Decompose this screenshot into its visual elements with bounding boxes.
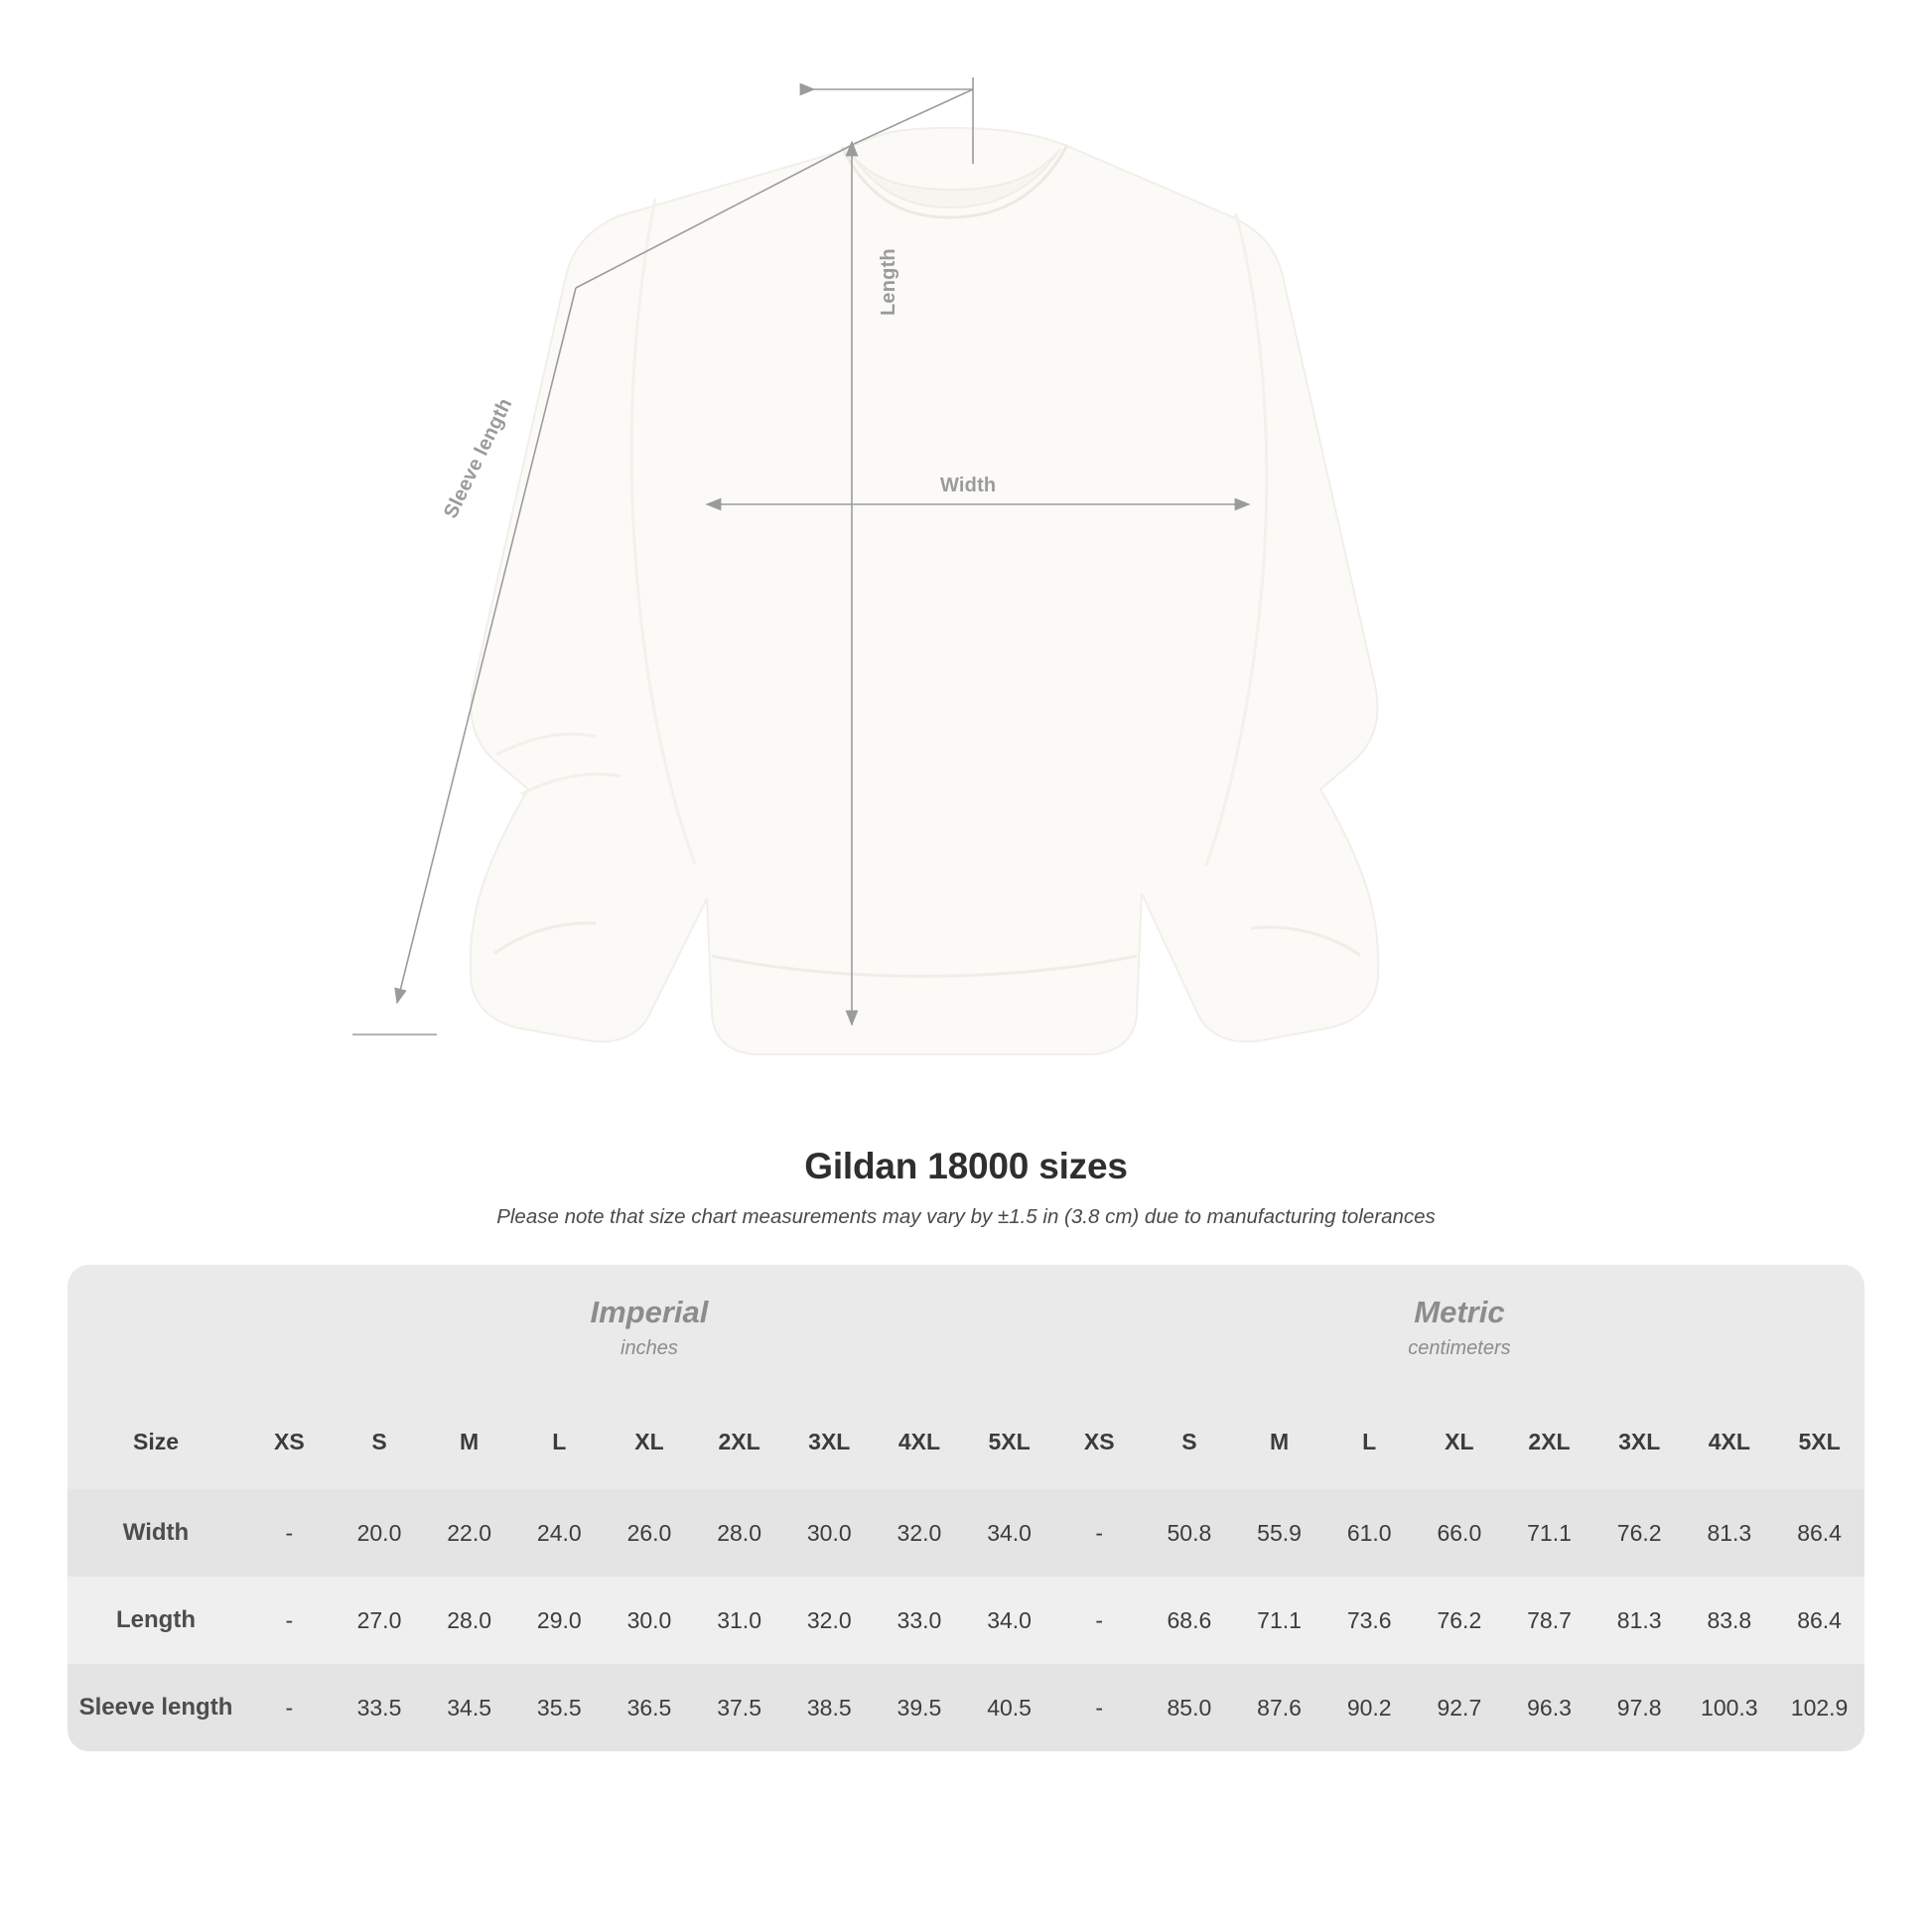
- header-cell-metric-xs: XS: [1054, 1394, 1145, 1489]
- unit-row-spacer: [68, 1265, 244, 1394]
- cell-sleeve-imperial-5xl: 40.5: [964, 1664, 1054, 1751]
- cell-sleeve-metric-xl: 92.7: [1415, 1664, 1505, 1751]
- title-block: [0, 1146, 1932, 1229]
- cell-length-imperial-5xl: 34.0: [964, 1577, 1054, 1664]
- cell-length-imperial-4xl: 33.0: [875, 1577, 965, 1664]
- cell-length-imperial-3xl: 32.0: [784, 1577, 875, 1664]
- header-cell-metric-5xl: 5XL: [1774, 1394, 1864, 1489]
- width-dimension-label: Width: [940, 475, 997, 496]
- cell-width-metric-4xl: 81.3: [1685, 1489, 1775, 1577]
- cell-sleeve-metric-l: 90.2: [1324, 1664, 1415, 1751]
- row-label-length: Length: [68, 1577, 244, 1664]
- length-dimension-label: Length: [878, 248, 899, 316]
- cell-width-metric-xl: 66.0: [1415, 1489, 1505, 1577]
- header-cell-metric-2xl: 2XL: [1504, 1394, 1594, 1489]
- cell-length-imperial-xl: 30.0: [605, 1577, 695, 1664]
- row-label-width: Width: [68, 1489, 244, 1577]
- cell-length-metric-l: 73.6: [1324, 1577, 1415, 1664]
- cell-width-imperial-l: 24.0: [514, 1489, 605, 1577]
- cell-length-metric-xl: 76.2: [1415, 1577, 1505, 1664]
- cell-length-imperial-2xl: 31.0: [694, 1577, 784, 1664]
- cell-length-imperial-s: 27.0: [335, 1577, 425, 1664]
- cell-width-imperial-2xl: 28.0: [694, 1489, 784, 1577]
- cell-sleeve-imperial-xl: 36.5: [605, 1664, 695, 1751]
- cell-sleeve-metric-m: 87.6: [1234, 1664, 1324, 1751]
- cell-sleeve-metric-3xl: 97.8: [1594, 1664, 1685, 1751]
- imperial-unit-name: Imperial: [590, 1294, 709, 1329]
- cell-sleeve-metric-5xl: 102.9: [1774, 1664, 1864, 1751]
- size-label-cell: Size: [68, 1394, 244, 1489]
- cell-sleeve-imperial-xs: -: [244, 1664, 335, 1751]
- cell-width-metric-3xl: 76.2: [1594, 1489, 1685, 1577]
- cell-sleeve-imperial-l: 35.5: [514, 1664, 605, 1751]
- header-cell-metric-m: M: [1234, 1394, 1324, 1489]
- metric-unit-header: [1054, 1265, 1864, 1394]
- cell-length-metric-s: 68.6: [1145, 1577, 1235, 1664]
- cell-sleeve-imperial-4xl: 39.5: [875, 1664, 965, 1751]
- header-cell-metric-xl: XL: [1415, 1394, 1505, 1489]
- header-cell-metric-s: S: [1145, 1394, 1235, 1489]
- header-cell-metric-l: L: [1324, 1394, 1415, 1489]
- header-cell-imperial-2xl: 2XL: [694, 1394, 784, 1489]
- header-cell-metric-3xl: 3XL: [1594, 1394, 1685, 1489]
- table-row: [68, 1489, 1864, 1577]
- cell-length-metric-m: 71.1: [1234, 1577, 1324, 1664]
- cell-width-metric-xs: -: [1054, 1489, 1145, 1577]
- cell-width-imperial-5xl: 34.0: [964, 1489, 1054, 1577]
- cell-width-imperial-s: 20.0: [335, 1489, 425, 1577]
- cell-width-metric-2xl: 71.1: [1504, 1489, 1594, 1577]
- page-title: Gildan 18000 sizes: [804, 1146, 1128, 1186]
- cell-width-metric-l: 61.0: [1324, 1489, 1415, 1577]
- cell-length-imperial-l: 29.0: [514, 1577, 605, 1664]
- header-cell-imperial-xs: XS: [244, 1394, 335, 1489]
- header-cell-imperial-4xl: 4XL: [875, 1394, 965, 1489]
- header-cell-imperial-s: S: [335, 1394, 425, 1489]
- cell-length-imperial-xs: -: [244, 1577, 335, 1664]
- tolerance-note: Please note that size chart measurements may vary by ±1.5 in (3.8 cm) due to manufacturing tolerances: [496, 1205, 1436, 1228]
- cell-length-imperial-m: 28.0: [424, 1577, 514, 1664]
- header-cell-imperial-5xl: 5XL: [964, 1394, 1054, 1489]
- cell-width-metric-m: 55.9: [1234, 1489, 1324, 1577]
- cell-width-imperial-m: 22.0: [424, 1489, 514, 1577]
- cell-sleeve-metric-xs: -: [1054, 1664, 1145, 1751]
- cell-width-imperial-4xl: 32.0: [875, 1489, 965, 1577]
- table-row: [68, 1664, 1864, 1751]
- metric-unit-name: Metric: [1414, 1294, 1505, 1329]
- metric-unit-sub: centimeters: [1408, 1337, 1511, 1360]
- cell-sleeve-imperial-3xl: 38.5: [784, 1664, 875, 1751]
- header-cell-imperial-xl: XL: [605, 1394, 695, 1489]
- header-cell-imperial-m: M: [424, 1394, 514, 1489]
- row-label-sleeve-length: Sleeve length: [68, 1664, 244, 1751]
- cell-width-imperial-xl: 26.0: [605, 1489, 695, 1577]
- cell-sleeve-imperial-s: 33.5: [335, 1664, 425, 1751]
- imperial-unit-header: [244, 1265, 1054, 1394]
- sweatshirt-shape: [471, 128, 1378, 1054]
- cell-sleeve-imperial-2xl: 37.5: [694, 1664, 784, 1751]
- cell-width-imperial-xs: -: [244, 1489, 335, 1577]
- cell-sleeve-metric-4xl: 100.3: [1685, 1664, 1775, 1751]
- cell-sleeve-imperial-m: 34.5: [424, 1664, 514, 1751]
- cell-sleeve-metric-s: 85.0: [1145, 1664, 1235, 1751]
- cell-length-metric-5xl: 86.4: [1774, 1577, 1864, 1664]
- unit-header-row: [68, 1265, 1864, 1394]
- sleeve-length-dimension-label: Sleeve length: [440, 394, 517, 522]
- table-row: [68, 1577, 1864, 1664]
- size-table: [68, 1265, 1864, 1751]
- cell-width-metric-s: 50.8: [1145, 1489, 1235, 1577]
- size-header-row: [68, 1394, 1864, 1489]
- cell-length-metric-4xl: 83.8: [1685, 1577, 1775, 1664]
- cell-length-metric-2xl: 78.7: [1504, 1577, 1594, 1664]
- imperial-unit-sub: inches: [621, 1337, 678, 1360]
- cell-sleeve-metric-2xl: 96.3: [1504, 1664, 1594, 1751]
- cell-width-imperial-3xl: 30.0: [784, 1489, 875, 1577]
- header-cell-metric-4xl: 4XL: [1685, 1394, 1775, 1489]
- header-cell-imperial-3xl: 3XL: [784, 1394, 875, 1489]
- cell-width-metric-5xl: 86.4: [1774, 1489, 1864, 1577]
- header-cell-imperial-l: L: [514, 1394, 605, 1489]
- size-table-container: [68, 1265, 1864, 1751]
- cell-length-metric-3xl: 81.3: [1594, 1577, 1685, 1664]
- cell-length-metric-xs: -: [1054, 1577, 1145, 1664]
